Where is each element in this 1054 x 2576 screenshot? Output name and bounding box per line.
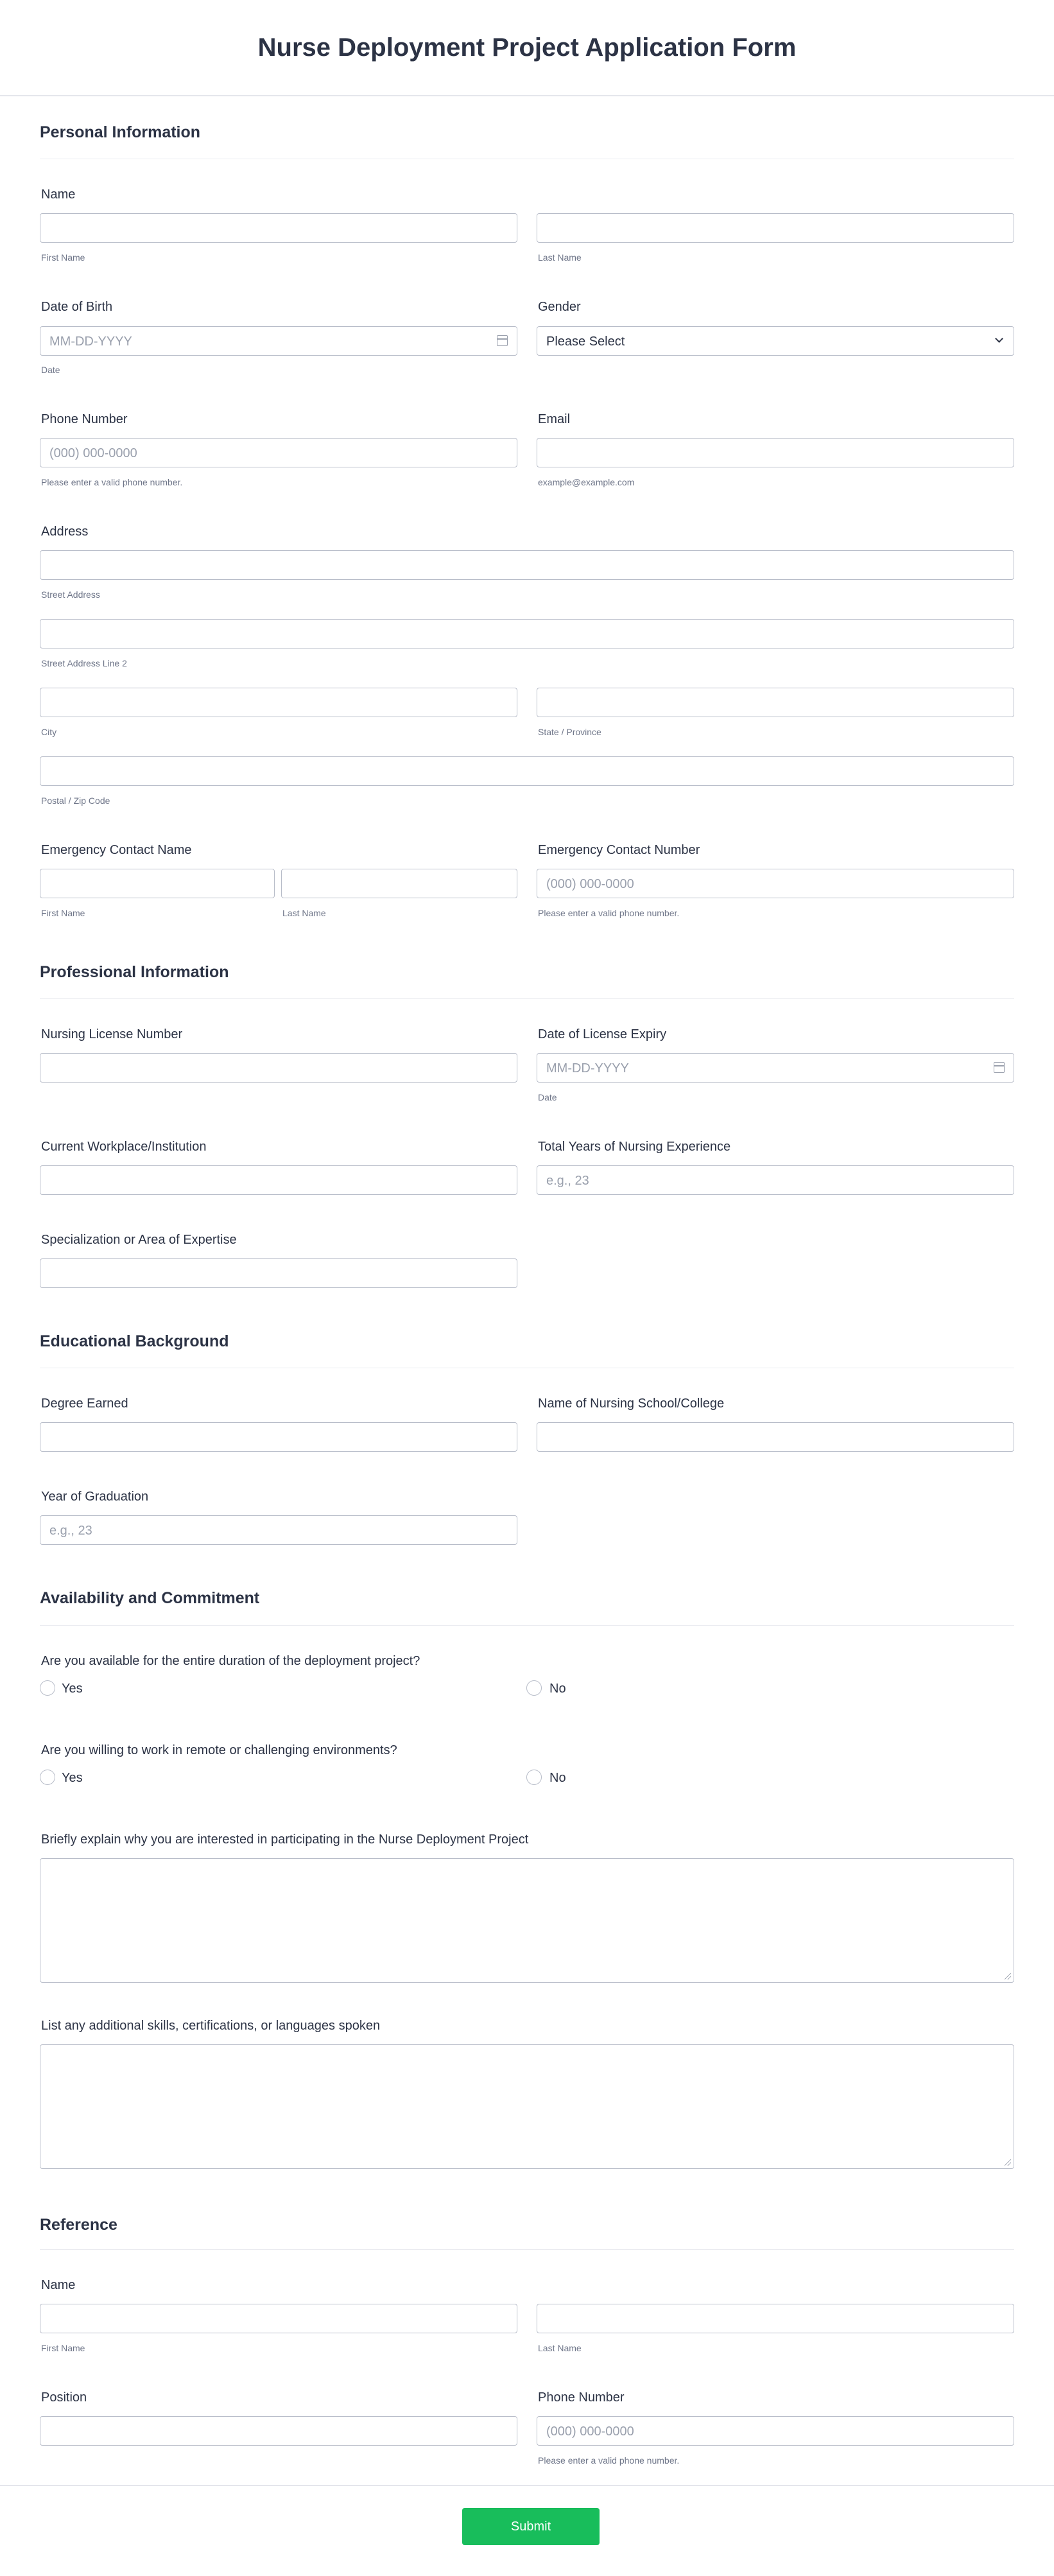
- degree-input[interactable]: [40, 1422, 517, 1452]
- reference-position-input[interactable]: [40, 2416, 517, 2446]
- city-input[interactable]: [40, 688, 517, 717]
- workplace-label: Current Workplace/Institution: [41, 1140, 207, 1154]
- gender-selected-value: Please Select: [546, 335, 625, 349]
- email-input[interactable]: [537, 438, 1014, 467]
- school-label: Name of Nursing School/College: [538, 1397, 725, 1411]
- reference-phone-placeholder: (000) 000-0000: [546, 2424, 634, 2439]
- reference-phone-input[interactable]: [537, 2416, 1014, 2446]
- specialization-label: Specialization or Area of Expertise: [41, 1233, 237, 1247]
- experience-label: Total Years of Nursing Experience: [538, 1140, 731, 1154]
- emergency-number-placeholder: (000) 000-0000: [546, 877, 634, 891]
- section-title-reference: Reference: [40, 2216, 117, 2234]
- license-expiry-input[interactable]: [537, 1053, 1014, 1083]
- street-address-input[interactable]: [40, 550, 1014, 580]
- name-label: Name: [41, 187, 76, 202]
- last-name-sublabel: Last Name: [538, 252, 582, 263]
- graduation-input[interactable]: [40, 1515, 517, 1545]
- first-name-input[interactable]: [40, 213, 517, 243]
- gender-select[interactable]: [537, 326, 1014, 356]
- emergency-number-input[interactable]: [537, 869, 1014, 898]
- remote-no-label[interactable]: No: [549, 1771, 566, 1785]
- section-divider: [40, 998, 1014, 999]
- license-expiry-sublabel: Date: [538, 1092, 557, 1102]
- availability-no-radio[interactable]: [526, 1680, 542, 1696]
- section-divider: [40, 1625, 1014, 1626]
- interest-textarea[interactable]: [40, 1858, 1014, 1983]
- availability-yes-label[interactable]: Yes: [62, 1682, 83, 1696]
- graduation-placeholder: e.g., 23: [49, 1524, 92, 1538]
- availability-no-label[interactable]: No: [549, 1682, 566, 1696]
- school-input[interactable]: [537, 1422, 1014, 1452]
- street-address-sublabel: Street Address: [41, 589, 100, 600]
- last-name-input[interactable]: [537, 213, 1014, 243]
- submit-button[interactable]: Submit: [462, 2508, 600, 2545]
- zip-input[interactable]: [40, 756, 1014, 786]
- license-expiry-label: Date of License Expiry: [538, 1027, 667, 1041]
- street-address-line2-input[interactable]: [40, 619, 1014, 648]
- experience-input[interactable]: [537, 1165, 1014, 1195]
- phone-placeholder: (000) 000-0000: [49, 446, 137, 460]
- reference-phone-label: Phone Number: [538, 2390, 625, 2405]
- address-label: Address: [41, 525, 89, 539]
- graduation-label: Year of Graduation: [41, 1490, 149, 1504]
- phone-label: Phone Number: [41, 412, 128, 426]
- resize-handle-icon[interactable]: [1005, 2159, 1011, 2166]
- dob-input[interactable]: [40, 326, 517, 356]
- zip-sublabel: Postal / Zip Code: [41, 796, 110, 806]
- form-header: [0, 0, 1054, 96]
- question-remote: Are you willing to work in remote or challenging environments?: [41, 1743, 397, 1757]
- city-sublabel: City: [41, 727, 57, 737]
- remote-yes-label[interactable]: Yes: [62, 1771, 83, 1785]
- skills-label: List any additional skills, certifications, or languages spoken: [41, 2019, 381, 2033]
- email-sublabel: example@example.com: [538, 477, 635, 487]
- emergency-last-name-input[interactable]: [281, 869, 517, 898]
- reference-first-name-input[interactable]: [40, 2304, 517, 2333]
- section-divider: [40, 2249, 1014, 2250]
- phone-input[interactable]: [40, 438, 517, 467]
- form-title: Nurse Deployment Project Application Form: [257, 33, 797, 62]
- workplace-input[interactable]: [40, 1165, 517, 1195]
- emergency-number-sublabel: Please enter a valid phone number.: [538, 908, 680, 918]
- reference-phone-sublabel: Please enter a valid phone number.: [538, 2455, 680, 2466]
- footer-divider: [0, 2485, 1054, 2486]
- specialization-input[interactable]: [40, 1258, 517, 1288]
- gender-label: Gender: [538, 300, 581, 314]
- emergency-first-name-sublabel: First Name: [41, 908, 85, 918]
- reference-last-name-input[interactable]: [537, 2304, 1014, 2333]
- remote-yes-radio[interactable]: [40, 1770, 55, 1785]
- emergency-number-label: Emergency Contact Number: [538, 843, 700, 857]
- reference-name-label: Name: [41, 2278, 76, 2292]
- section-title-personal: Personal Information: [40, 123, 201, 141]
- email-label: Email: [538, 412, 571, 426]
- resize-handle-icon[interactable]: [1005, 1973, 1011, 1980]
- chevron-down-icon: [995, 335, 1003, 343]
- section-title-professional: Professional Information: [40, 963, 229, 981]
- state-input[interactable]: [537, 688, 1014, 717]
- section-title-availability: Availability and Commitment: [40, 1589, 260, 1607]
- section-title-education: Educational Background: [40, 1332, 229, 1350]
- emergency-last-name-sublabel: Last Name: [282, 908, 326, 918]
- degree-label: Degree Earned: [41, 1397, 128, 1411]
- availability-yes-radio[interactable]: [40, 1680, 55, 1696]
- dob-sublabel: Date: [41, 365, 60, 375]
- license-label: Nursing License Number: [41, 1027, 183, 1041]
- reference-first-name-sublabel: First Name: [41, 2343, 85, 2353]
- emergency-first-name-input[interactable]: [40, 869, 275, 898]
- calendar-icon[interactable]: [497, 335, 508, 346]
- dob-label: Date of Birth: [41, 300, 113, 314]
- calendar-icon[interactable]: [994, 1062, 1005, 1073]
- state-sublabel: State / Province: [538, 727, 601, 737]
- emergency-name-label: Emergency Contact Name: [41, 843, 192, 857]
- remote-no-radio[interactable]: [526, 1770, 542, 1785]
- license-number-input[interactable]: [40, 1053, 517, 1083]
- question-availability: Are you available for the entire duration of the deployment project?: [41, 1654, 420, 1668]
- experience-placeholder: e.g., 23: [546, 1174, 589, 1188]
- license-expiry-placeholder: MM-DD-YYYY: [546, 1061, 629, 1075]
- dob-placeholder: MM-DD-YYYY: [49, 335, 132, 349]
- reference-position-label: Position: [41, 2390, 87, 2405]
- street-address-line2-sublabel: Street Address Line 2: [41, 658, 127, 668]
- reference-last-name-sublabel: Last Name: [538, 2343, 582, 2353]
- interest-label: Briefly explain why you are interested in participating in the Nurse Deployment Project: [41, 1832, 529, 1847]
- skills-textarea[interactable]: [40, 2044, 1014, 2169]
- first-name-sublabel: First Name: [41, 252, 85, 263]
- phone-sublabel: Please enter a valid phone number.: [41, 477, 183, 487]
